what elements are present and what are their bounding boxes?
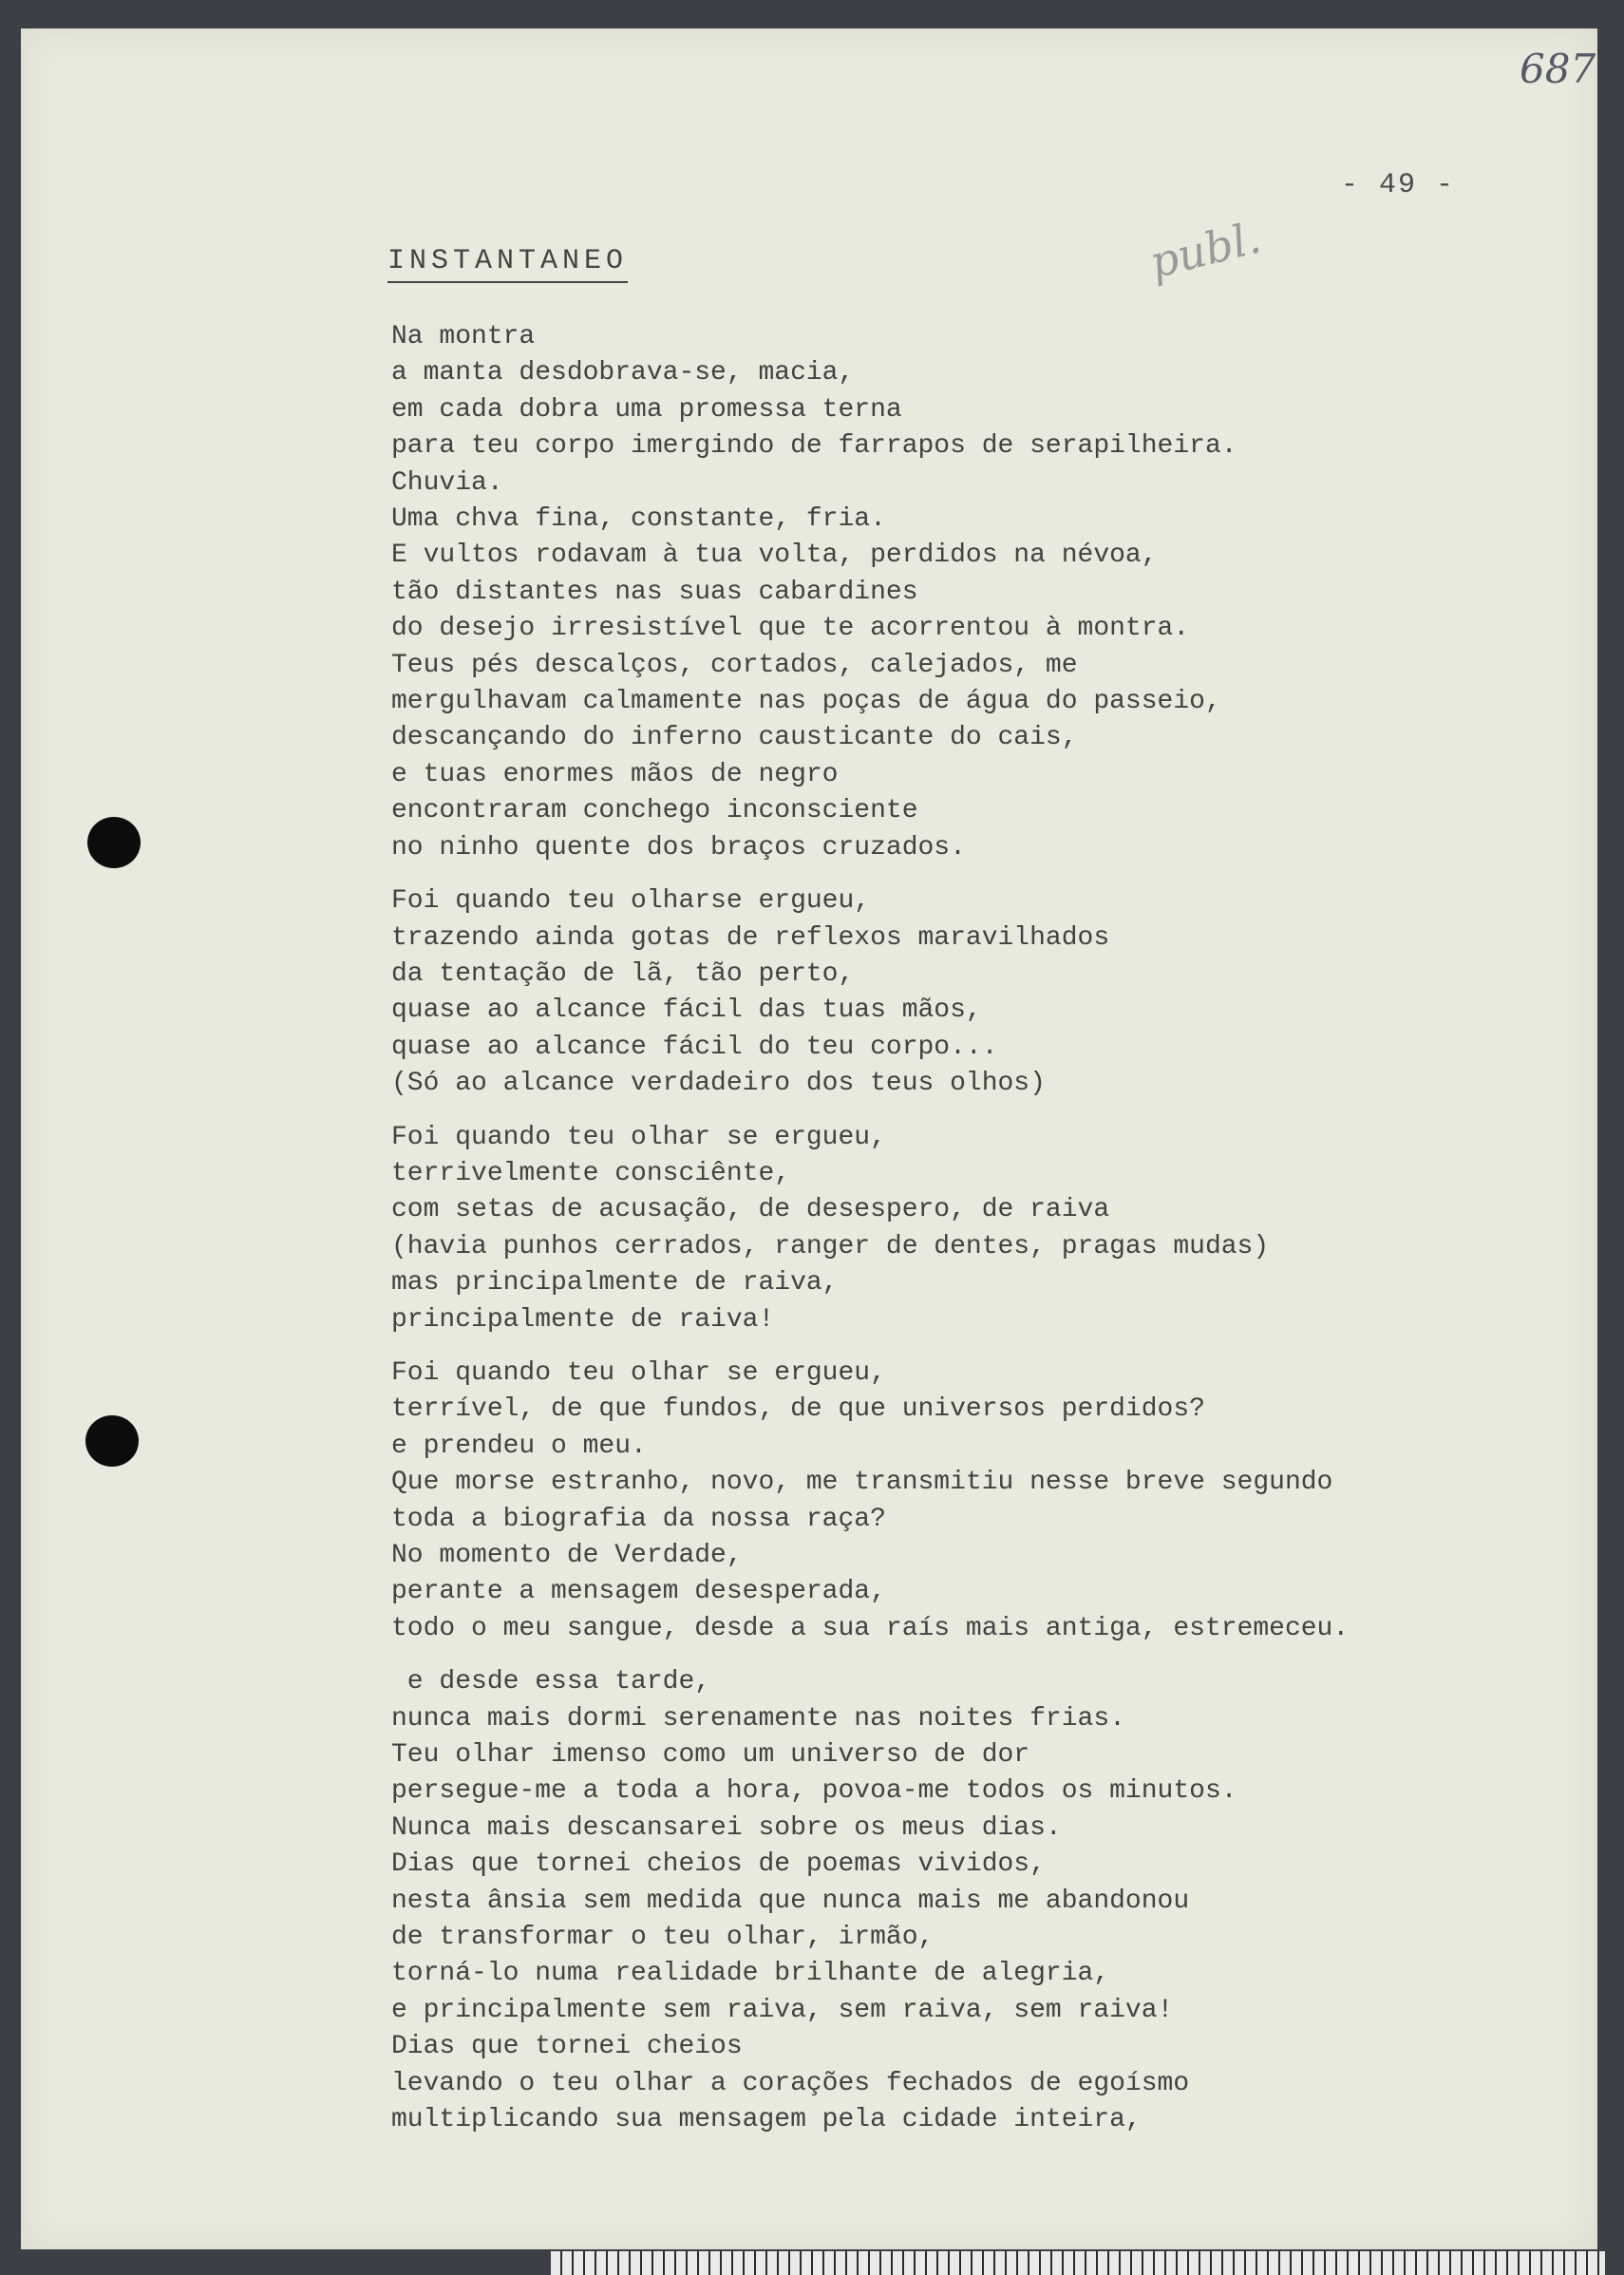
poem-line: a manta desdobrava-se, macia,	[391, 358, 855, 389]
poem-line: da tentação de lã, tão perto,	[391, 958, 855, 989]
pencil-annotation: publ.	[1144, 211, 1266, 289]
poem-line: e principalmente sem raiva, sem raiva, sem raiva!	[391, 1995, 1174, 2025]
poem-line: de transformar o teu olhar, irmão,	[391, 1923, 935, 1953]
poem-line: quase ao alcance fácil das tuas mãos,	[391, 995, 982, 1026]
poem-line: e prendeu o meu.	[391, 1431, 647, 1461]
poem-line: e tuas enormes mãos de negro	[391, 759, 839, 789]
poem-line: Uma chva fina, constante, fria.	[391, 504, 886, 535]
poem-line: mas principalmente de raiva,	[391, 1268, 839, 1299]
poem-line: No momento de Verdade,	[391, 1541, 743, 1570]
poem-line: terrivelmente consciênte,	[391, 1158, 791, 1188]
poem-line: Foi quando teu olhar se ergueu,	[391, 1122, 886, 1152]
poem-line: todo o meu sangue, desde a sua raís mais antiga, estremeceu.	[391, 1613, 1350, 1643]
archive-number: 687	[1520, 46, 1596, 92]
stanza	[391, 1664, 1349, 2138]
poem-line: (Só ao alcance verdadeiro dos teus olhos)	[391, 1069, 1046, 1099]
poem-line: do desejo irresistível que te acorrentou à montra.	[391, 614, 1190, 644]
stanza	[391, 319, 1349, 866]
poem-line: encontraram conchego inconsciente	[391, 796, 918, 826]
measurement-scale	[551, 2251, 1605, 2275]
punch-hole-lower	[85, 1415, 139, 1467]
poem-line: Dias que tornei cheios	[391, 2032, 743, 2062]
poem-line: Que morse estranho, novo, me transmitiu nesse breve segundo	[391, 1468, 1333, 1498]
poem-line: quase ao alcance fácil do teu corpo...	[391, 1032, 998, 1062]
poem-line: persegue-me a toda a hora, povoa-me todos os minutos.	[391, 1776, 1237, 1807]
poem-line: no ninho quente dos braços cruzados.	[391, 832, 966, 863]
poem-line: toda a biografia da nossa raça?	[391, 1504, 886, 1534]
poem-line: principalmente de raiva!	[391, 1304, 775, 1335]
poem-line: mergulhavam calmamente nas poças de água do passeio,	[391, 687, 1221, 717]
poem-title: INSTANTANEO	[387, 245, 628, 283]
poem-line: torná-lo numa realidade brilhante de alegria,	[391, 1959, 1110, 1989]
stanza	[391, 1356, 1349, 1647]
poem-line: Teus pés descalços, cortados, calejados, me	[391, 650, 1078, 680]
poem-line: Na montra	[391, 322, 536, 351]
poem-line: para teu corpo imergindo de farrapos de serapilheira.	[391, 431, 1237, 462]
poem-line: e desde essa tarde,	[391, 1667, 711, 1697]
poem-line: nunca mais dormi serenamente nas noites frias.	[391, 1703, 1125, 1734]
poem-line: trazendo ainda gotas de reflexos maravilhados	[391, 922, 1110, 953]
poem-body	[391, 319, 1349, 2156]
poem-line: (havia punhos cerrados, ranger de dentes, pragas mudas)	[391, 1231, 1270, 1261]
poem-line: Chuvia.	[391, 467, 503, 498]
stanza	[391, 883, 1349, 1102]
poem-line: Nunca mais descansarei sobre os meus dias.	[391, 1812, 1062, 1843]
poem-line: levando o teu olhar a corações fechados de egoísmo	[391, 2068, 1190, 2098]
poem-line: com setas de acusação, de desespero, de raiva	[391, 1195, 1110, 1225]
poem-line: multiplicando sua mensagem pela cidade inteira,	[391, 2105, 1142, 2135]
poem-line: Teu olhar imenso como um universo de dor	[391, 1740, 1030, 1771]
punch-hole-upper	[87, 817, 141, 868]
poem-line: perante a mensagem desesperada,	[391, 1577, 886, 1607]
poem-line: tão distantes nas suas cabardines	[391, 577, 918, 607]
poem-line: em cada dobra uma promessa terna	[391, 394, 902, 425]
poem-line: nesta ânsia sem medida que nunca mais me abandonou	[391, 1886, 1190, 1916]
page-number: - 49 -	[1341, 169, 1456, 201]
poem-line: E vultos rodavam à tua volta, perdidos na névoa,	[391, 540, 1158, 571]
poem-line: descançando do inferno causticante do cais,	[391, 723, 1078, 753]
stanza	[391, 1120, 1349, 1338]
poem-line: terrível, de que fundos, de que universos perdidos?	[391, 1394, 1205, 1425]
poem-line: Dias que tornei cheios de poemas vividos,	[391, 1849, 1046, 1880]
poem-line: Foi quando teu olhar se ergueu,	[391, 1357, 886, 1388]
poem-line: Foi quando teu olharse ergueu,	[391, 886, 871, 917]
